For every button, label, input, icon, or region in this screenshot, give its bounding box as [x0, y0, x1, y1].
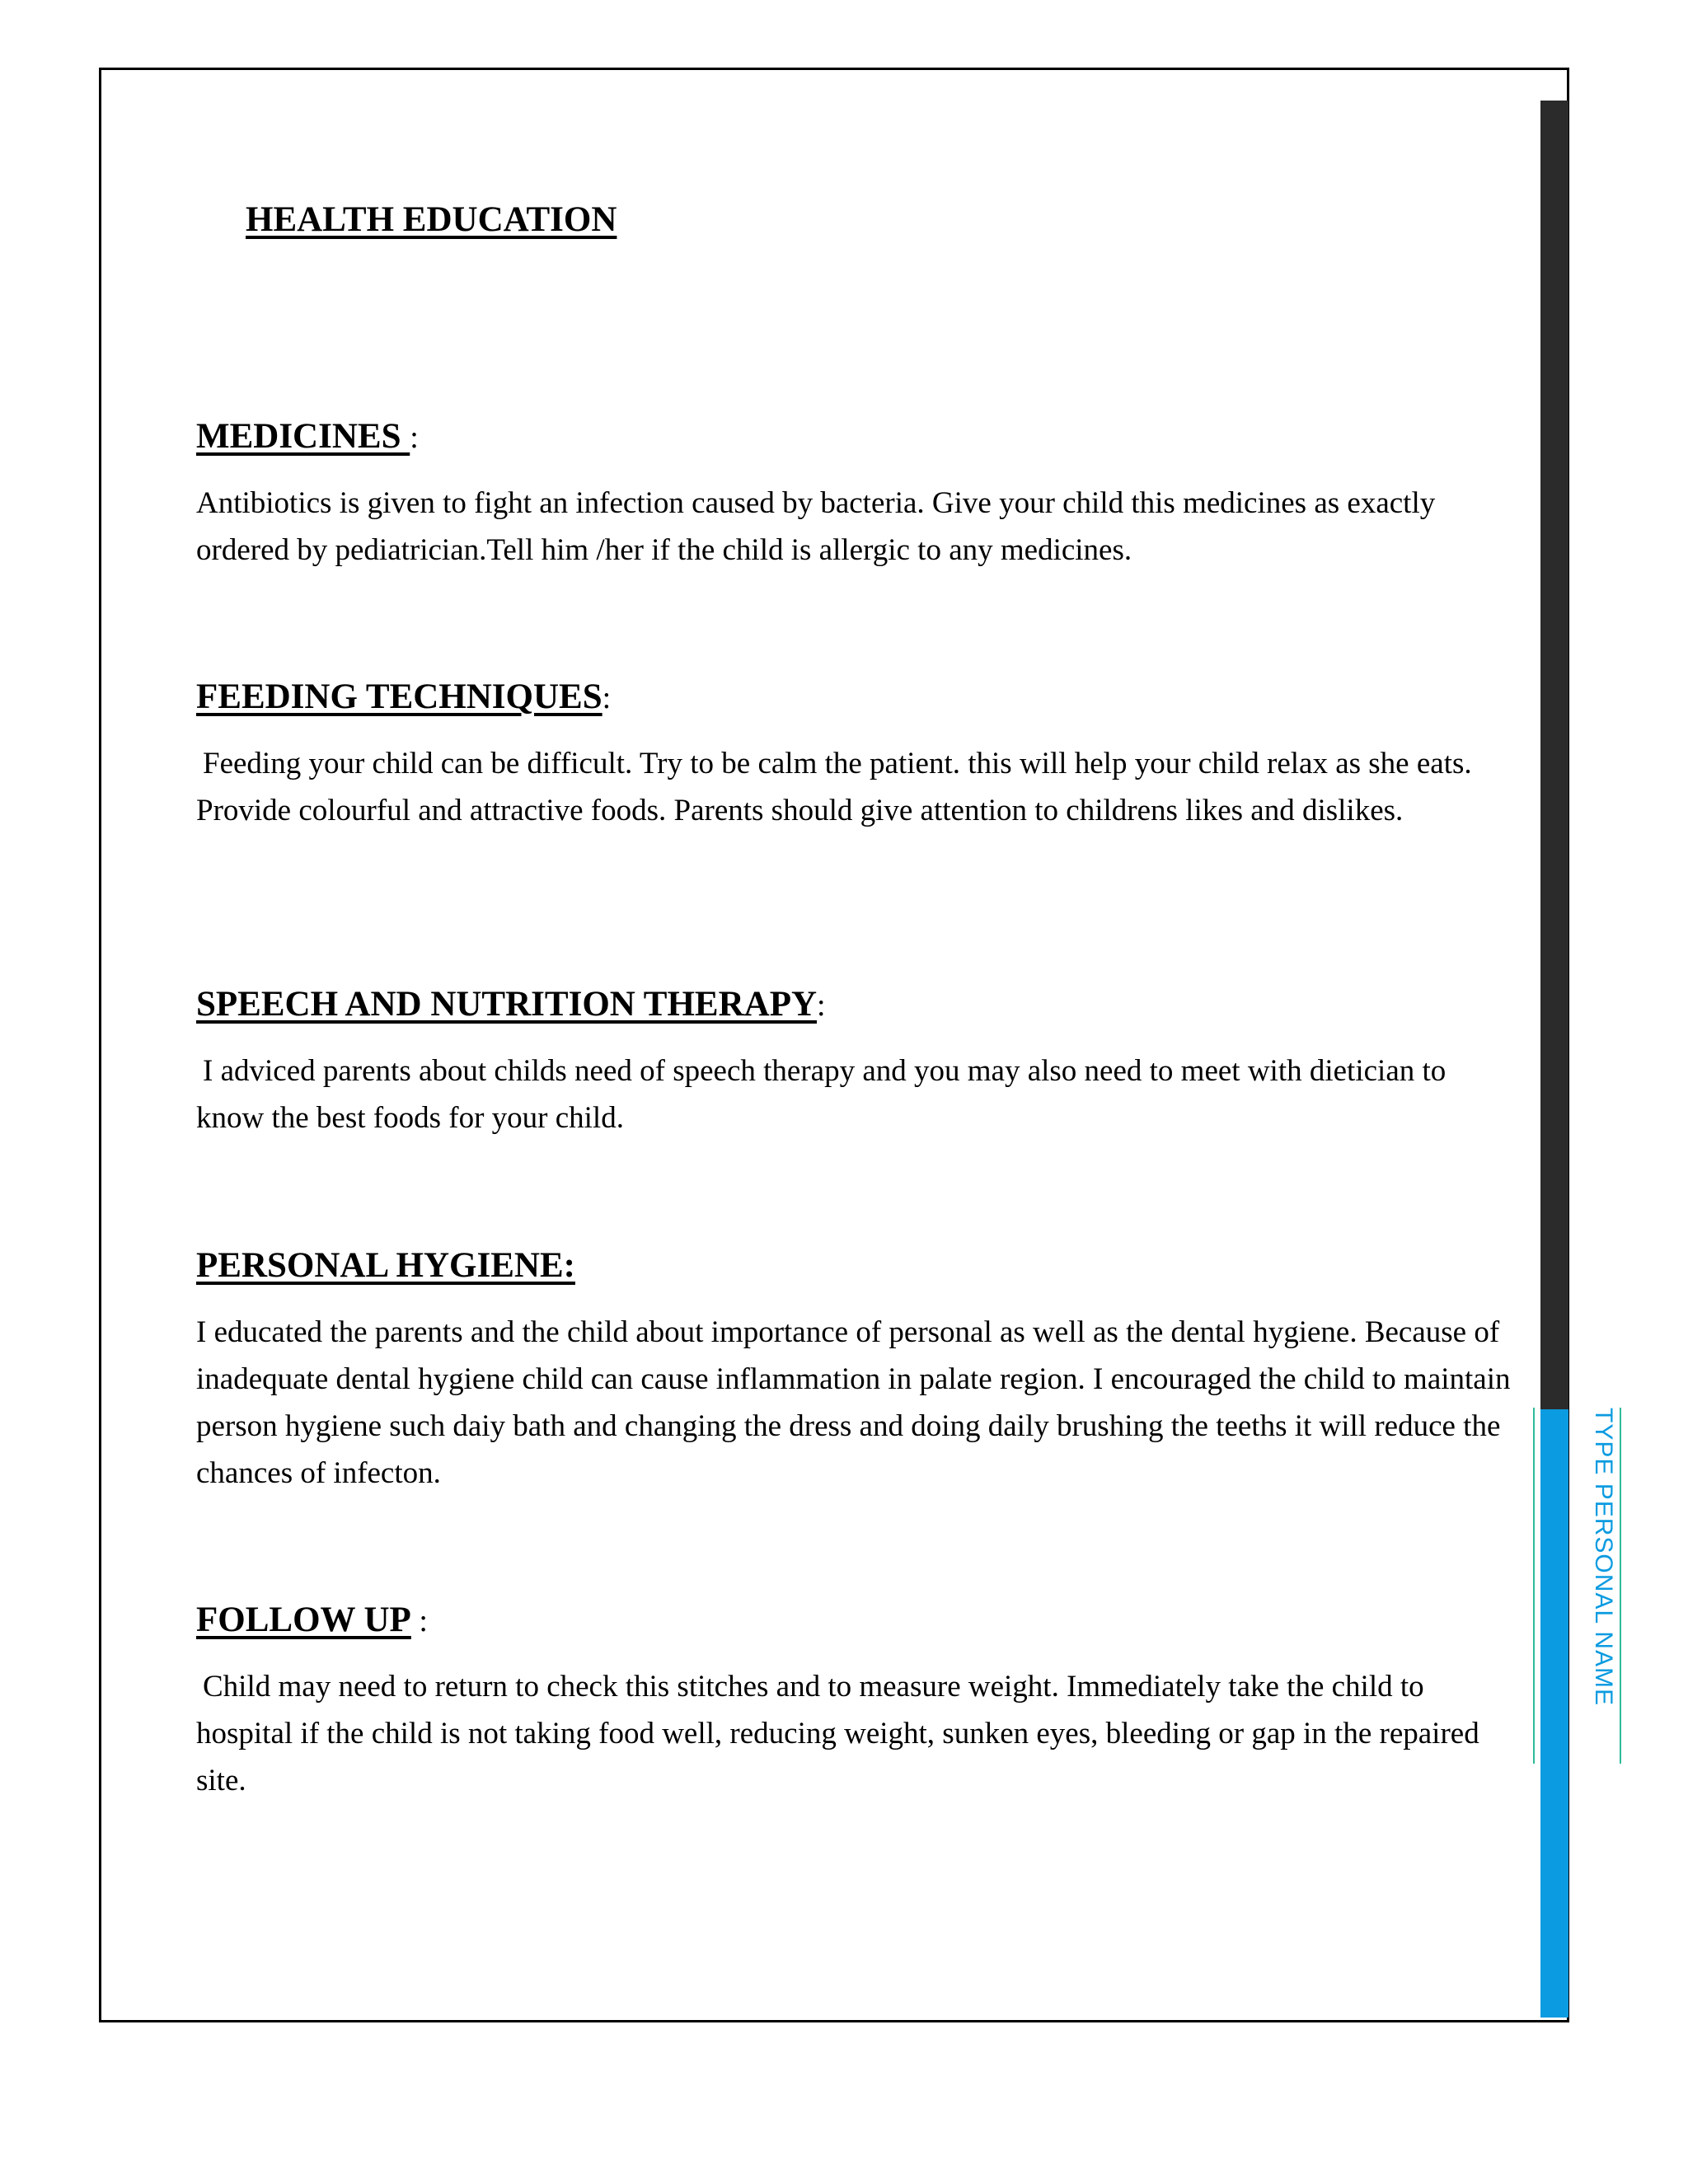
heading-text: MEDICINES: [196, 417, 410, 456]
heading-colon: :: [410, 420, 419, 455]
section-feeding-techniques: [196, 676, 1515, 834]
sidebar-accent-bar: [1540, 1409, 1568, 2018]
section-body-text: I adviced parents about childs need of speech therapy and you may also need to meet with dietician to know the best foods for your child.: [196, 1053, 1447, 1135]
heading-text: FEEDING TECHNIQUES: [196, 677, 603, 716]
section-follow-up: [196, 1599, 1515, 1804]
section-body-text: Child may need to return to check this stitches and to measure weight. Immediately take the child to hospital if the child is not taking food well, reducing weight, sunken eyes, bleeding or gap in the repaired site.: [196, 1669, 1479, 1797]
section-heading: [196, 676, 1515, 719]
heading-colon: :: [817, 988, 826, 1023]
heading-text: PERSONAL HYGIENE:: [196, 1246, 575, 1285]
section-heading: [196, 415, 1515, 458]
heading-text: FOLLOW UP: [196, 1601, 411, 1639]
sidebar-line-right: [1620, 1408, 1621, 1764]
section-body-text: I educated the parents and the child about importance of personal as well as the dental hygiene. Because of inadequate dental hygiene child can cause inflammation in palate region. I encouraged the child to maintain person hygiene such daiy bath and changing the dress and doing daily brushing the teeths it will reduce the chances of infecton.: [196, 1315, 1511, 1490]
section-speech-nutrition-therapy: [196, 983, 1515, 1141]
section-body-text: Feeding your child can be difficult. Try to be calm the patient. this will help your child relax as she eats. Provide colourful and attractive foods. Parents should give attention to childrens likes and dislikes.: [196, 746, 1472, 827]
section-personal-hygiene: [196, 1244, 1515, 1497]
heading-colon: :: [602, 681, 612, 715]
heading-text: SPEECH AND NUTRITION THERAPY: [196, 985, 818, 1024]
sidebar-dark-bar: [1540, 101, 1568, 1409]
section-heading: [196, 1599, 1515, 1642]
sidebar-line-left: [1533, 1408, 1535, 1764]
heading-colon: :: [410, 1604, 428, 1638]
section-heading: [196, 983, 1515, 1026]
sidebar-personal-name-label[interactable]: TYPE PERSONAL NAME: [1590, 1408, 1617, 1706]
section-body-text: Antibiotics is given to fight an infection caused by bacteria. Give your child this medicines as exactly ordered by pediatrician.Tell him /her if the child is allergic to any medicines.: [196, 485, 1436, 567]
section-heading: [196, 1244, 1515, 1287]
document-title: HEALTH EDUCATION: [246, 200, 617, 239]
section-medicines: [196, 415, 1515, 574]
